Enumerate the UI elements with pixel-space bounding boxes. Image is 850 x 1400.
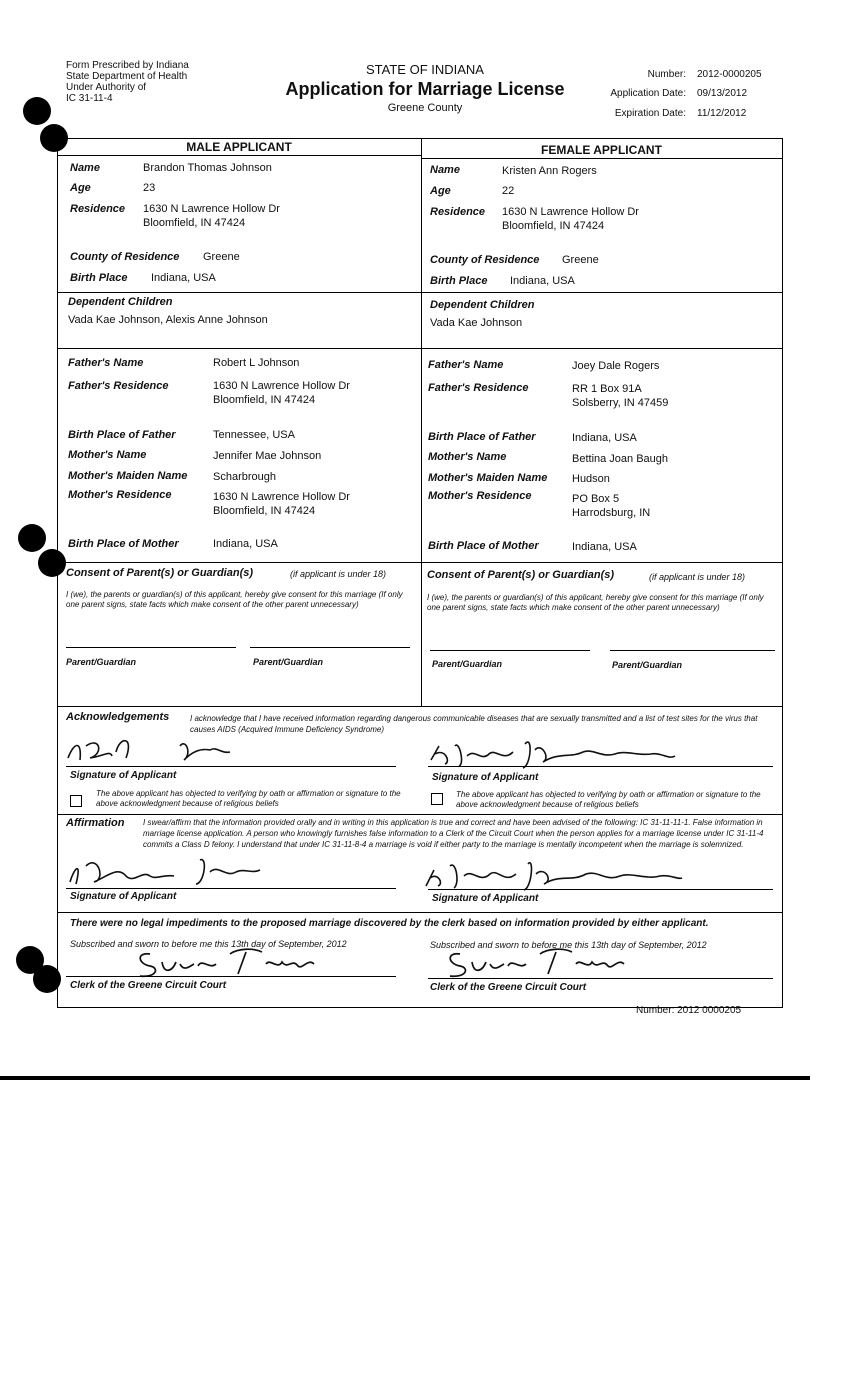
- exp-date-value: 11/12/2012: [697, 108, 747, 119]
- male-father-res-1: 1630 N Lawrence Hollow Dr: [213, 380, 350, 392]
- state-name: STATE OF INDIANA: [366, 62, 484, 77]
- signature-line: [66, 647, 236, 648]
- authority-line: Under Authority of: [66, 82, 147, 93]
- male-subscribed: Subscribed and sworn to before me this 13th day of September, 2012: [70, 939, 347, 949]
- male-consent-text: I (we), the parents or guardian(s) of this applicant, hereby give consent for this marriage (If only one parent signs, state facts which make consent of the other parent unnecessary): [66, 590, 403, 609]
- female-mother-maiden: Hudson: [572, 473, 610, 485]
- female-consent-note: (if applicant is under 18): [649, 572, 746, 582]
- male-mother-name: Jennifer Mae Johnson: [213, 450, 322, 462]
- female-name-label: Name: [430, 164, 460, 176]
- page-title: Application for Marriage License: [285, 79, 565, 99]
- signature-line: [610, 650, 775, 651]
- female-consent-title: Consent of Parent(s) or Guardian(s): [427, 569, 615, 581]
- male-mother-name-label: Mother's Name: [68, 449, 147, 461]
- male-clerk-label: Clerk of the Greene Circuit Court: [70, 980, 227, 991]
- male-consent-note: (if applicant is under 18): [290, 569, 387, 579]
- punch-hole: [18, 524, 46, 552]
- form-authority: [66, 60, 266, 104]
- male-parent-guardian-2: Parent/Guardian: [253, 657, 324, 667]
- rule: [421, 158, 782, 159]
- female-birthplace-label: Birth Place: [430, 275, 488, 287]
- female-residence-2: Bloomfield, IN 47424: [502, 220, 605, 232]
- female-mother-name: Bettina Joan Baugh: [572, 453, 669, 465]
- female-mother-res-1: PO Box 5: [572, 493, 620, 505]
- male-consent-title: Consent of Parent(s) or Guardian(s): [66, 567, 254, 579]
- clerk-signature-right: [440, 944, 640, 980]
- signature-line: [428, 978, 773, 979]
- male-county: Greene: [203, 251, 240, 263]
- male-father-birth-label: Birth Place of Father: [68, 429, 176, 441]
- female-county: Greene: [562, 254, 599, 266]
- female-mother-res-label: Mother's Residence: [428, 490, 532, 502]
- female-clerk-label: Clerk of the Greene Circuit Court: [430, 982, 587, 993]
- female-mother-res-2: Harrodsburg, IN: [572, 507, 651, 519]
- male-father-res-label: Father's Residence: [68, 380, 169, 392]
- female-father-res-label: Father's Residence: [428, 382, 529, 394]
- column-divider: [421, 138, 422, 706]
- number-label: Number:: [647, 69, 686, 80]
- female-subscribed: Subscribed and sworn to before me this 13th day of September, 2012: [430, 940, 707, 950]
- app-date-label: Application Date:: [610, 88, 686, 99]
- female-consent-text: I (we), the parents or guardian(s) of this applicant, hereby give consent for this marriage (If only one parent signs, state facts which make consent of the other parent unnecessary): [427, 593, 764, 612]
- number-value: 2012-0000205: [697, 69, 762, 80]
- male-mother-birth-label: Birth Place of Mother: [68, 538, 179, 550]
- rule: [57, 814, 782, 815]
- male-mother-res-label: Mother's Residence: [68, 489, 172, 501]
- signature-line: [66, 976, 396, 977]
- male-signature-affirm: [64, 854, 274, 890]
- male-father-res-2: Bloomfield, IN 47424: [213, 394, 316, 406]
- rule: [57, 155, 421, 156]
- female-father-birth-label: Birth Place of Father: [428, 431, 536, 443]
- female-children-label: Dependent Children: [430, 299, 535, 311]
- authority-line: Form Prescribed by Indiana: [66, 60, 189, 71]
- document-heading: [250, 62, 600, 114]
- female-mother-maiden-label: Mother's Maiden Name: [428, 472, 548, 484]
- male-name-label: Name: [70, 162, 100, 174]
- female-parent-guardian-2: Parent/Guardian: [612, 660, 683, 670]
- male-birthplace: Indiana, USA: [151, 272, 216, 284]
- acknowledgements-title: Acknowledgements: [66, 711, 170, 723]
- authority-line: State Department of Health: [66, 71, 188, 82]
- rule: [57, 706, 782, 707]
- signature-line: [430, 650, 590, 651]
- male-residence-2: Bloomfield, IN 47424: [143, 217, 246, 229]
- male-county-label: County of Residence: [70, 251, 180, 263]
- male-father-name: Robert L Johnson: [213, 357, 300, 369]
- male-objection-checkbox[interactable]: [70, 795, 82, 807]
- signature-line: [250, 647, 410, 648]
- male-residence-label: Residence: [70, 203, 126, 215]
- female-age: 22: [502, 185, 515, 197]
- female-parent-guardian-1: Parent/Guardian: [432, 659, 503, 669]
- male-affirm-signature-label: Signature of Applicant: [70, 891, 177, 902]
- female-father-name-label: Father's Name: [428, 359, 504, 371]
- male-children-label: Dependent Children: [68, 296, 173, 308]
- clerk-signature-left: [130, 944, 330, 980]
- acknowledgements-text: I acknowledge that I have received information regarding dangerous communicable diseases that are sexually transmitted and a list of test sites for the virus that causes AIDS (Acquired Immune Deficiency Syndrome): [190, 714, 758, 734]
- male-signature-label: Signature of Applicant: [70, 770, 177, 781]
- female-residence-1: 1630 N Lawrence Hollow Dr: [502, 206, 639, 218]
- female-residence-label: Residence: [430, 206, 486, 218]
- rule: [57, 562, 782, 563]
- page-edge-rule: [0, 1076, 810, 1080]
- female-county-label: County of Residence: [430, 254, 540, 266]
- rule: [57, 912, 782, 913]
- male-objection-text: The above applicant has objected to verifying by oath or affirmation or signature to the above acknowledgment because of religious beliefs: [96, 789, 401, 808]
- rule: [57, 348, 782, 349]
- county-name: Greene County: [387, 102, 463, 114]
- female-children: Vada Kae Johnson: [430, 317, 523, 329]
- female-signature-label: Signature of Applicant: [432, 772, 539, 783]
- female-father-name: Joey Dale Rogers: [572, 360, 660, 372]
- male-age: 23: [143, 182, 156, 194]
- female-mother-birth-label: Birth Place of Mother: [428, 540, 539, 552]
- male-mother-res-1: 1630 N Lawrence Hollow Dr: [213, 491, 350, 503]
- male-mother-birth: Indiana, USA: [213, 538, 278, 550]
- male-heading: MALE APPLICANT: [186, 140, 292, 154]
- female-father-res-2: Solsberry, IN 47459: [572, 397, 669, 409]
- male-mother-maiden: Scharbrough: [213, 471, 276, 483]
- male-children: Vada Kae Johnson, Alexis Anne Johnson: [68, 314, 268, 326]
- male-mother-maiden-label: Mother's Maiden Name: [68, 470, 188, 482]
- signature-line: [66, 766, 396, 767]
- authority-line: IC 31-11-4: [66, 93, 113, 104]
- female-objection-text: The above applicant has objected to verifying by oath or affirmation or signature to the above acknowledgment because of religious beliefs: [456, 790, 761, 809]
- female-name: Kristen Ann Rogers: [502, 165, 597, 177]
- punch-hole: [23, 97, 51, 125]
- exp-date-label: Expiration Date:: [614, 108, 686, 119]
- signature-line: [428, 889, 773, 890]
- female-birthplace: Indiana, USA: [510, 275, 575, 287]
- female-objection-checkbox[interactable]: [431, 793, 443, 805]
- male-parent-guardian-1: Parent/Guardian: [66, 657, 137, 667]
- male-father-name-label: Father's Name: [68, 357, 144, 369]
- female-heading: FEMALE APPLICANT: [541, 143, 662, 157]
- signature-line: [428, 766, 773, 767]
- female-mother-name-label: Mother's Name: [428, 451, 507, 463]
- male-mother-res-2: Bloomfield, IN 47424: [213, 505, 316, 517]
- male-age-label: Age: [70, 182, 91, 194]
- footer-number: Number: 2012 0000205: [636, 1005, 742, 1016]
- female-mother-birth: Indiana, USA: [572, 541, 637, 553]
- male-residence-1: 1630 N Lawrence Hollow Dr: [143, 203, 280, 215]
- signature-line: [66, 888, 396, 889]
- affirmation-title: Affirmation: [66, 817, 125, 829]
- app-date-value: 09/13/2012: [697, 88, 748, 99]
- no-impediments: There were no legal impediments to the proposed marriage discovered by the clerk based on information provided by either applicant.: [70, 918, 709, 929]
- affirmation-text: I swear/affirm that the information provided orally and in writing in this application is true and correct and have been advised of the following: IC 31-11-11-1. False information in marriage license application. A person who knowingly furnishes false information to a Clerk of the Circuit Court when the person applies for a marriage license under IC 31-11-4 commits a Class D felony. I understand that under IC 31-11-8-4 a marriage is void if either party to the marriage is mentally incompetent when the marriage is solemnized.: [143, 818, 764, 849]
- rule: [57, 292, 782, 293]
- male-father-birth: Tennessee, USA: [213, 429, 295, 441]
- female-father-res-1: RR 1 Box 91A: [572, 383, 642, 395]
- male-birthplace-label: Birth Place: [70, 272, 128, 284]
- female-age-label: Age: [430, 185, 451, 197]
- male-name: Brandon Thomas Johnson: [143, 162, 272, 174]
- female-father-birth: Indiana, USA: [572, 432, 637, 444]
- female-signature-ack: [425, 736, 685, 776]
- female-affirm-signature-label: Signature of Applicant: [432, 893, 539, 904]
